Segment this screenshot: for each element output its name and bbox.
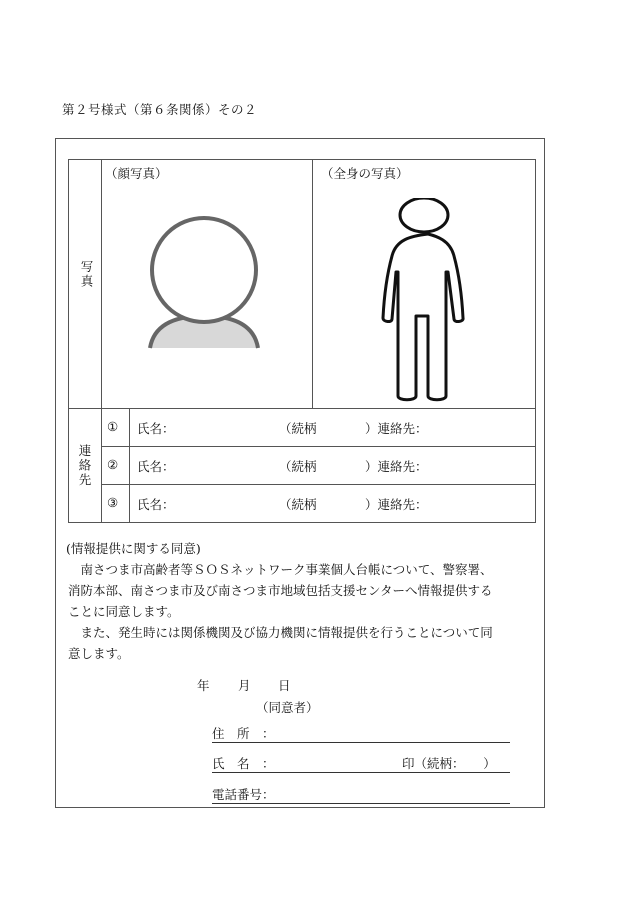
contact-number: ② [107,457,119,472]
body-silhouette-icon [359,198,489,403]
date-year: 年 [197,678,210,693]
date-day: 日 [278,678,291,693]
contacts-side-label: 連絡先 [77,444,92,488]
contact-name-label: 氏名： [137,459,175,474]
contact-phone-label: ）連絡先： [365,421,428,436]
contact-row-3 [69,484,535,522]
info-table [68,159,536,523]
contact-name-label: 氏名： [137,497,175,512]
contact-phone-label: ）連絡先： [365,459,428,474]
body-photo-label: （全身の写真） [321,166,409,181]
photo-divider [312,160,313,408]
consent-line: ことに同意します。 [68,604,180,619]
contact-row-2 [69,446,535,484]
seal-relation-label: 印（続柄： ） [402,756,496,771]
phone-label: 電話番号： [212,787,275,802]
consent-heading: (情報提供に関する同意) [66,541,201,556]
contact-relation-label: （続柄 [279,459,317,474]
contact-relation-label: （続柄 [279,497,317,512]
photo-side-label: 写真 [79,260,94,289]
form-title: 第２号様式（第６条関係）その２ [62,102,258,117]
address-label: 住 所 ： [212,726,275,741]
contact-number: ① [107,419,119,434]
consent-line: 南さつま市高齢者等ＳＯＳネットワーク事業個人台帳について、警察署、 [68,562,493,577]
face-silhouette-icon [144,212,264,352]
consent-line: 意します。 [68,646,130,661]
date-month: 月 [238,678,251,693]
name-field[interactable] [212,752,510,773]
consent-paragraph-1 [68,559,538,664]
name-label: 氏 名 ： [212,756,275,771]
consent-line: 消防本部、南さつま市及び南さつま市地域包括支援センターへ情報提供する [68,583,493,598]
contact-relation-label: （続柄 [279,421,317,436]
contact-number: ③ [107,495,119,510]
address-field[interactable] [212,722,510,743]
consenter-label: （同意者） [256,700,319,715]
contact-phone-label: ）連絡先： [365,497,428,512]
phone-field[interactable] [212,783,510,804]
contact-row-1 [69,408,535,446]
face-photo-label: （顔写真） [105,166,168,181]
consent-line: また、発生時には関係機関及び協力機関に情報提供を行うことについて同 [68,625,493,640]
contact-name-label: 氏名： [137,421,175,436]
